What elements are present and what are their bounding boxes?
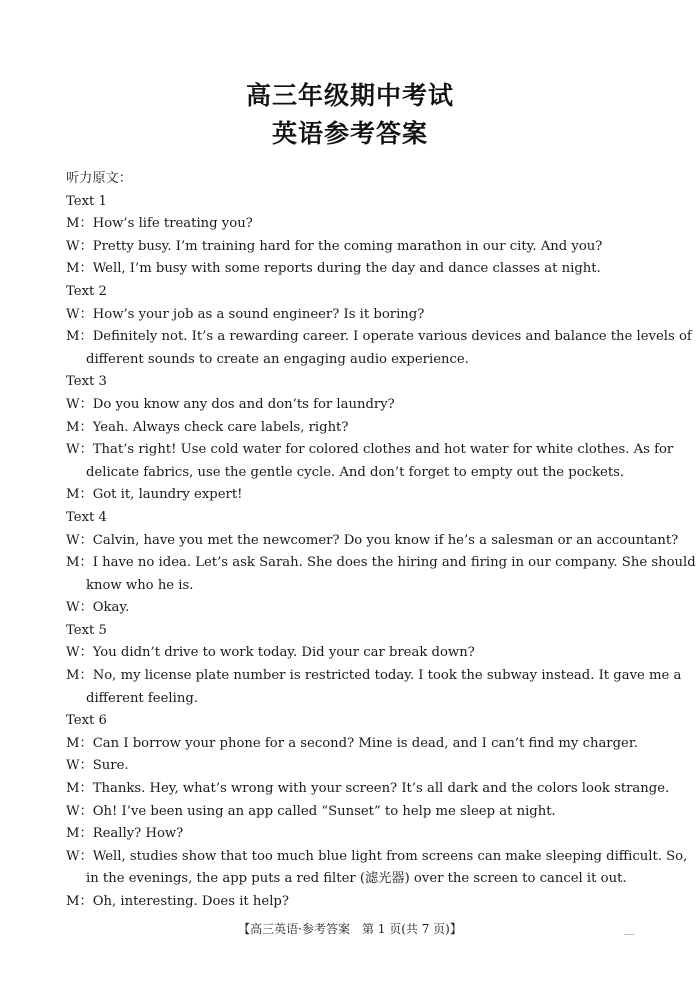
dialogue-text: Really? How? <box>92 826 184 842</box>
speaker-label: M <box>66 555 80 571</box>
dialogue-text: No, my license plate number is restricted today. I took the subway instead. It gave me a <box>92 668 682 684</box>
speaker-label: W <box>66 532 80 548</box>
dialogue-continuation: different feeling. <box>86 690 198 706</box>
dialogue-text: Oh, interesting. Does it help? <box>92 894 289 909</box>
section-heading: 听力原文： <box>66 171 132 186</box>
speaker-label: M <box>66 781 80 797</box>
dialogue-text: How’s your job as a sound engineer? Is it boring? <box>92 306 425 322</box>
dialogue-line: M ： Well, I’m busy with some reports during the day and dance classes at night. <box>66 258 636 281</box>
dialogue-text: Calvin, have you met the newcomer? Do you know if he’s a salesman or an accountant? <box>92 532 679 548</box>
speaker-label: W <box>66 238 80 254</box>
dialogue-text: You didn’t drive to work today. Did your car break down? <box>92 645 475 661</box>
speaker-label: M <box>66 261 80 277</box>
dialogue-text: Well, studies show that too much blue light from screens can make sleeping difficult. So, <box>92 848 688 864</box>
dialogue-line: W ： Well, studies show that too much blue light from screens can make sleeping difficult. So, <box>66 846 636 869</box>
dialogue-text: That’s right! Use cold water for colored clothes and hot water for white clothes. As for <box>92 442 674 458</box>
speaker-label: M <box>66 216 80 232</box>
page-footer: 【高三英语·参考答案 第 1 页(共 7 页)】 <box>238 922 462 936</box>
speaker-label: W <box>66 396 80 412</box>
dialogue-text: I have no idea. Let’s ask Sarah. She does the hiring and firing in our company. She should <box>92 555 696 571</box>
text-heading: Text 3 <box>66 374 107 390</box>
document-title: 高三年级期中考试 <box>245 81 454 110</box>
dialogue-line: W ： Do you know any dos and don’ts for laundry? <box>66 394 636 417</box>
dialogue-line: M ： Oh, interesting. Does it help? <box>66 891 636 914</box>
speaker-label: M <box>66 826 80 842</box>
dialogue-line: M ： Can I borrow your phone for a second? Mine is dead, and I can’t find my charger. <box>66 733 636 756</box>
dialogue-line: M ： Definitely not. It’s a rewarding career. I operate various devices and balance the levels of <box>66 326 636 349</box>
document-subtitle: 英语参考答案 <box>271 119 428 148</box>
text-heading: Text 5 <box>66 622 107 638</box>
dialogue-line: W ： You didn’t drive to work today. Did your car break down? <box>66 642 636 665</box>
dialogue-line: W ： How’s your job as a sound engineer? Is it boring? <box>66 304 636 327</box>
dialogue-line: M ： No, my license plate number is restricted today. I took the subway instead. It gave me a <box>66 665 636 688</box>
transcript-body <box>66 168 696 914</box>
dialogue-line: M ： I have no idea. Let’s ask Sarah. She does the hiring and firing in our company. She should <box>66 552 636 575</box>
speaker-label: M <box>66 419 80 435</box>
dialogue-text: How’s life treating you? <box>92 216 253 232</box>
dialogue-line: M ： Got it, laundry expert! <box>66 484 636 507</box>
speaker-label: M <box>66 894 80 909</box>
corner-mark <box>624 934 634 935</box>
speaker-label: W <box>66 848 80 864</box>
dialogue-text: Pretty busy. I’m training hard for the coming marathon in our city. And you? <box>92 238 603 254</box>
speaker-label: M <box>66 735 80 751</box>
speaker-label: M <box>66 487 80 503</box>
dialogue-text: Definitely not. It’s a rewarding career. I operate various devices and balance the levels of <box>92 329 692 345</box>
dialogue-text: Can I borrow your phone for a second? Mine is dead, and I can’t find my charger. <box>92 735 638 751</box>
dialogue-line: W ： Sure. <box>66 755 636 778</box>
dialogue-text: Okay. <box>92 600 130 616</box>
dialogue-text: Well, I’m busy with some reports during the day and dance classes at night. <box>92 261 601 277</box>
dialogue-line: M ： Thanks. Hey, what’s wrong with your screen? It’s all dark and the colors look strange. <box>66 778 636 801</box>
speaker-label: W <box>66 442 80 458</box>
text-heading: Text 6 <box>66 713 107 729</box>
dialogue-text: Yeah. Always check care labels, right? <box>92 419 349 435</box>
dialogue-text: Oh! I’ve been using an app called “Sunset” to help me sleep at night. <box>92 803 556 819</box>
dialogue-continuation: know who he is. <box>86 577 194 593</box>
dialogue-line: W ： That’s right! Use cold water for colored clothes and hot water for white clothes. As for <box>66 439 636 462</box>
speaker-label: M <box>66 329 80 345</box>
dialogue-line: M ： Yeah. Always check care labels, right? <box>66 417 636 440</box>
dialogue-line: M ： Really? How? <box>66 823 636 846</box>
dialogue-text: Got it, laundry expert! <box>92 487 243 503</box>
speaker-label: W <box>66 306 80 322</box>
dialogue-text: Sure. <box>92 758 129 774</box>
text-heading: Text 1 <box>66 193 107 209</box>
speaker-label: W <box>66 758 80 774</box>
dialogue-continuation: in the evenings, the app puts a red filter (滤光器) over the screen to cancel it out. <box>86 871 627 887</box>
dialogue-text: Thanks. Hey, what’s wrong with your screen? It’s all dark and the colors look strange. <box>92 781 670 797</box>
dialogue-line: W ： Oh! I’ve been using an app called “Sunset” to help me sleep at night. <box>66 801 636 824</box>
dialogue-continuation: delicate fabrics, use the gentle cycle. And don’t forget to empty out the pockets. <box>86 464 625 480</box>
speaker-label: W <box>66 600 80 616</box>
dialogue-continuation: different sounds to create an engaging audio experience. <box>86 351 469 367</box>
text-heading: Text 2 <box>66 283 107 299</box>
speaker-label: W <box>66 645 80 661</box>
text-heading: Text 4 <box>66 509 107 525</box>
dialogue-line: W ： Pretty busy. I’m training hard for the coming marathon in our city. And you? <box>66 236 636 259</box>
dialogue-line: W ： Calvin, have you met the newcomer? Do you know if he’s a salesman or an accountant? <box>66 530 636 553</box>
dialogue-line: M ： How’s life treating you? <box>66 213 636 236</box>
dialogue-text: Do you know any dos and don’ts for laundry? <box>92 396 395 412</box>
speaker-label: M <box>66 668 80 684</box>
dialogue-line: W ： Okay. <box>66 597 636 620</box>
speaker-label: W <box>66 803 80 819</box>
